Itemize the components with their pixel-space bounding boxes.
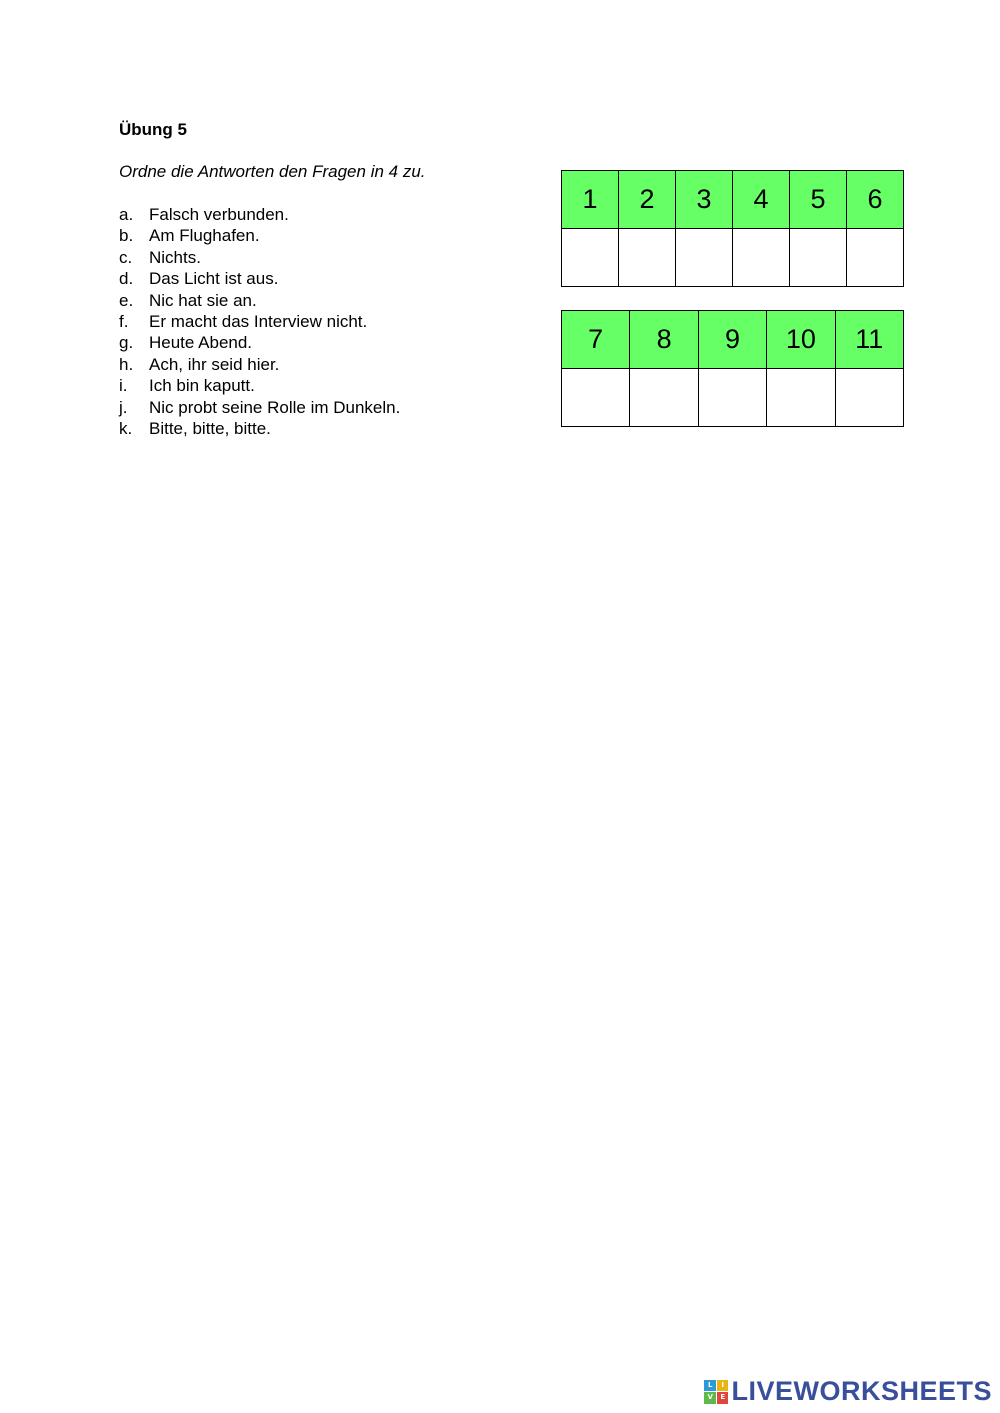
answer-input-row xyxy=(562,229,904,287)
question-number-row xyxy=(562,311,904,369)
answer-input-cell[interactable] xyxy=(767,369,835,427)
question-number-cell: 4 xyxy=(733,171,790,229)
logo-mark-letter: I xyxy=(717,1380,729,1392)
answer-input-cell[interactable] xyxy=(630,369,698,427)
answer-input-cell[interactable] xyxy=(847,229,904,287)
logo-text: LIVEWORKSHEETS xyxy=(731,1376,992,1406)
logo-mark-letter: E xyxy=(717,1392,729,1404)
answer-text: Bitte, bitte, bitte. xyxy=(149,418,271,438)
answer-letter: d. xyxy=(119,269,134,289)
answer-item xyxy=(119,354,400,375)
question-number-cell: 11 xyxy=(835,311,903,369)
answer-grid-1 xyxy=(561,170,904,287)
answer-text: Heute Abend. xyxy=(149,333,253,353)
question-number-cell: 2 xyxy=(619,171,676,229)
answer-grid-2 xyxy=(561,310,904,427)
answer-input-cell[interactable] xyxy=(835,369,903,427)
answer-input-cell[interactable] xyxy=(733,229,790,287)
answer-input-cell[interactable] xyxy=(619,229,676,287)
answer-text: Ach, ihr seid hier. xyxy=(149,354,280,374)
question-number-cell: 5 xyxy=(790,171,847,229)
question-number-cell: 7 xyxy=(562,311,630,369)
answer-letter: h. xyxy=(119,354,134,374)
answer-input-cell[interactable] xyxy=(676,229,733,287)
answer-item xyxy=(119,247,400,268)
logo-mark-letter: V xyxy=(704,1392,716,1404)
question-number-row xyxy=(562,171,904,229)
answer-text: Ich bin kaputt. xyxy=(149,376,255,396)
answer-input-cell[interactable] xyxy=(562,369,630,427)
answer-text: Nichts. xyxy=(149,247,201,267)
answer-item xyxy=(119,418,400,439)
answer-item xyxy=(119,225,400,246)
exercise-title: Übung 5 xyxy=(119,120,187,139)
answer-item xyxy=(119,268,400,289)
answer-input-row xyxy=(562,369,904,427)
logo-mark-letter: L xyxy=(704,1380,716,1392)
answer-letter: i. xyxy=(119,376,128,396)
answer-input-cell[interactable] xyxy=(562,229,619,287)
answer-input-cell[interactable] xyxy=(698,369,766,427)
answer-letter: b. xyxy=(119,226,134,246)
answer-text: Das Licht ist aus. xyxy=(149,269,279,289)
question-number-cell: 3 xyxy=(676,171,733,229)
question-number-cell: 1 xyxy=(562,171,619,229)
question-number-cell: 9 xyxy=(698,311,766,369)
exercise-instruction: Ordne die Antworten den Fragen in 4 zu. xyxy=(119,162,426,181)
answer-letter: e. xyxy=(119,290,134,310)
question-number-cell: 8 xyxy=(630,311,698,369)
answer-letter: a. xyxy=(119,205,134,224)
answer-letter: j. xyxy=(119,397,128,417)
answer-item xyxy=(119,290,400,311)
answer-item xyxy=(119,332,400,353)
answer-item xyxy=(119,204,400,225)
answer-text: Er macht das Interview nicht. xyxy=(149,311,368,331)
answer-text: Am Flughafen. xyxy=(149,226,260,246)
answer-item xyxy=(119,397,400,418)
question-number-cell: 10 xyxy=(767,311,835,369)
liveworksheets-logo xyxy=(704,1376,992,1407)
answer-text: Nic probt seine Rolle im Dunkeln. xyxy=(149,397,401,417)
answer-item xyxy=(119,311,400,332)
answer-list xyxy=(119,204,400,439)
answer-text: Falsch verbunden. xyxy=(149,205,289,224)
answer-letter: f. xyxy=(119,311,129,331)
answer-letter: k. xyxy=(119,418,133,438)
answer-letter: c. xyxy=(119,247,133,267)
question-number-cell: 6 xyxy=(847,171,904,229)
answer-input-cell[interactable] xyxy=(790,229,847,287)
logo-mark-icon xyxy=(704,1380,728,1404)
answer-letter: g. xyxy=(119,333,134,353)
answer-text: Nic hat sie an. xyxy=(149,290,257,310)
answer-item xyxy=(119,375,400,396)
